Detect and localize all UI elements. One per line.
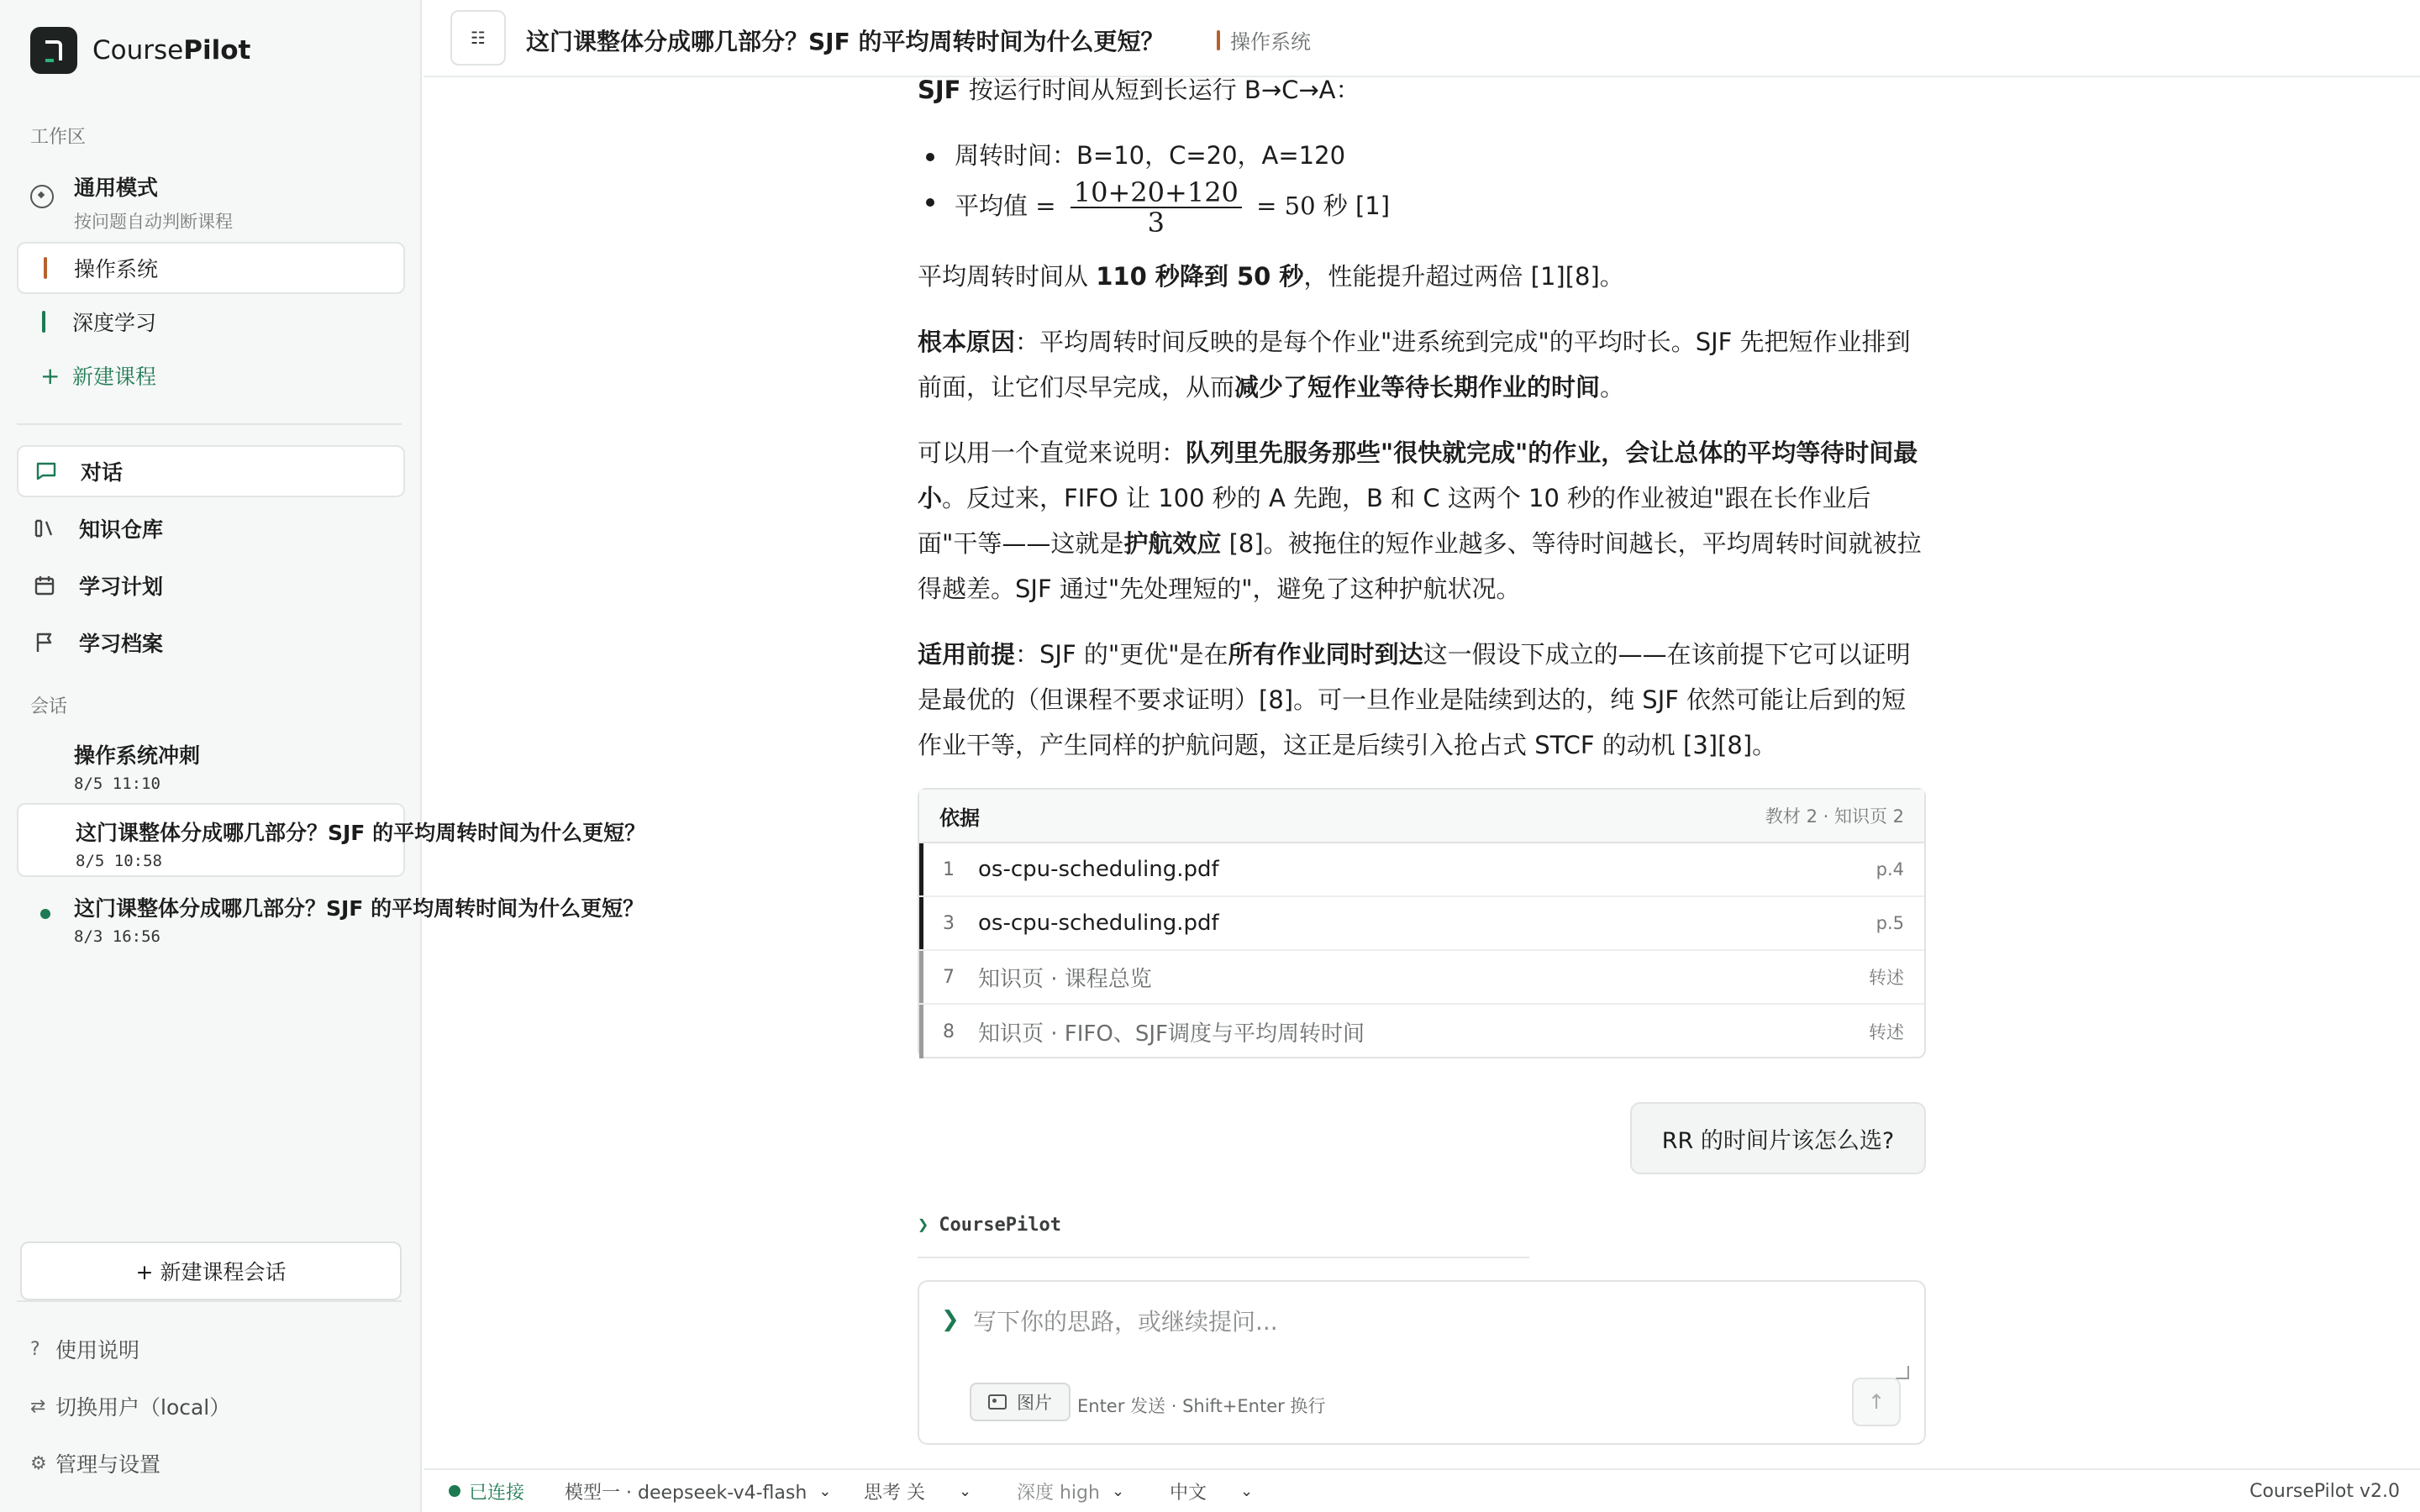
- course-color-bar: [1217, 30, 1220, 50]
- general-mode-item[interactable]: [30, 171, 233, 234]
- nav-item-plan[interactable]: [17, 559, 405, 612]
- reference-number: 3: [943, 912, 955, 934]
- nav-item-chat[interactable]: [17, 445, 405, 497]
- reference-number: 8: [943, 1021, 955, 1042]
- reference-name: 知识页 · 课程总览: [978, 966, 1152, 992]
- keyboard-hint: Enter 发送 · Shift+Enter 换行: [1077, 1396, 1326, 1416]
- references-panel: [918, 788, 1926, 1058]
- course-color-bar: [42, 311, 45, 333]
- settings-link[interactable]: [30, 1448, 160, 1478]
- nav-label: 对话: [81, 460, 124, 485]
- course-tag-label: 操作系统: [1230, 30, 1311, 54]
- depth-label: 深度 high: [1017, 1482, 1100, 1504]
- swap-icon: ⇄: [30, 1395, 46, 1417]
- reference-page: 转述: [1869, 1022, 1904, 1042]
- references-title: 依据: [939, 806, 980, 830]
- reference-number: 1: [943, 858, 955, 880]
- chevron-down-icon: ⌄: [818, 1482, 832, 1500]
- new-course-button[interactable]: [17, 349, 405, 402]
- switch-user-label: 切换用户（local）: [55, 1395, 231, 1420]
- switch-user-link[interactable]: [30, 1391, 230, 1421]
- nav-label: 学习计划: [79, 575, 164, 599]
- gear-icon: ⚙: [30, 1452, 47, 1474]
- sessions-label: 会话: [30, 696, 68, 717]
- divider: [17, 1300, 402, 1302]
- send-button[interactable]: [1852, 1378, 1901, 1426]
- reference-name: os-cpu-scheduling.pdf: [978, 857, 1219, 882]
- help-label: 使用说明: [55, 1338, 140, 1362]
- sidebar-toggle-button[interactable]: [450, 10, 506, 66]
- reference-number: 7: [943, 966, 955, 988]
- depth-select[interactable]: [1017, 1478, 1124, 1504]
- menu-icon: ☷: [471, 28, 486, 48]
- version-label: CoursePilot v2.0: [2249, 1480, 2400, 1502]
- answer-list: [918, 133, 1926, 237]
- status-dot-icon: [449, 1485, 460, 1497]
- image-icon: [988, 1394, 1007, 1410]
- session-item[interactable]: [17, 803, 646, 877]
- course-item-dl[interactable]: [17, 296, 405, 348]
- help-link[interactable]: [30, 1334, 139, 1364]
- reference-edge: [919, 843, 923, 895]
- library-icon: [34, 517, 55, 539]
- references-header: [919, 790, 1924, 843]
- app-logo-icon: [30, 27, 77, 74]
- answer-paragraph: 平均周转时间从 110 秒降到 50 秒，性能提升超过两倍 [1][8]。: [918, 262, 1624, 291]
- model-label: 模型一 · deepseek-v4-flash: [565, 1482, 808, 1504]
- references-meta: 教材 2 · 知识页 2: [1765, 806, 1904, 827]
- formula-fraction: $\frac{10+20+120}{3}$: [1071, 178, 1242, 237]
- language-select[interactable]: [1170, 1478, 1253, 1504]
- composer: [918, 1280, 1926, 1445]
- language-label: 中文: [1170, 1482, 1207, 1504]
- status-bar: [424, 1468, 2420, 1512]
- connection-label: 已连接: [469, 1482, 525, 1504]
- reference-name: os-cpu-scheduling.pdf: [978, 911, 1219, 936]
- reference-page: p.5: [1876, 913, 1904, 933]
- chevron-down-icon: ⌄: [959, 1482, 972, 1500]
- chat-icon: [35, 460, 57, 482]
- reference-edge: [919, 951, 923, 1003]
- thinking-select[interactable]: [864, 1478, 971, 1504]
- message-input[interactable]: [973, 1304, 1897, 1396]
- conversation-title: 这门课整体分成哪几部分？SJF 的平均周转时间为什么更短？: [526, 28, 1165, 55]
- nav-label: 学习档案: [79, 632, 164, 656]
- reference-edge: [919, 1005, 923, 1058]
- chevron-down-icon: ⌄: [1111, 1482, 1125, 1500]
- resize-handle-icon[interactable]: [1896, 1366, 1909, 1379]
- loading-line: [918, 1257, 1529, 1258]
- session-time: 8/5 10:58: [76, 852, 162, 870]
- reference-page: p.4: [1876, 859, 1904, 879]
- topbar: [424, 0, 2420, 77]
- session-item[interactable]: [17, 727, 405, 801]
- plus-icon: +: [40, 361, 60, 390]
- assistant-name: CoursePilot: [939, 1215, 1061, 1236]
- answer-paragraph: 可以用一个直觉来说明：队列里先服务那些"很快就完成"的作业，会让总体的平均等待时间最小。反过来，FIFO 让 100 秒的 A 先跑，B 和 C 这两个 10 秒的作业被迫"跟在长作业后面"干等——这就是护航效应 [8]。被拖住的短作业越多、等待时间越长，平均周转时间就被拉得越差。SJF 通过"先处理短的"，避免了这种护航状况。: [918, 438, 1922, 603]
- answer-paragraph: SJF 按运行时间从短到长运行 B→C→A：: [918, 76, 1360, 104]
- answer-paragraph: 适用前提：SJF 的"更优"是在所有作业同时到达这一假设下成立的——在该前提下它可以证明是最优的（但课程不要求证明）[8]。可一旦作业是陆续到达的，纯 SJF 依然可能让后到的短作业干等，产生同样的护航问题，这正是后续引入抢占式 STCF 的动机 [3][8]。: [918, 640, 1911, 759]
- session-item[interactable]: [17, 880, 644, 954]
- brand-name: CoursePilot: [92, 35, 251, 66]
- nav-item-profile[interactable]: [17, 617, 405, 669]
- session-title: 操作系统冲刺: [74, 743, 201, 768]
- assistant-label[interactable]: [918, 1215, 1061, 1236]
- prompt-chevron-icon: ❯: [941, 1307, 960, 1332]
- course-label: 深度学习: [72, 311, 157, 335]
- new-course-label: 新建课程: [72, 365, 157, 389]
- flag-icon: [34, 632, 55, 654]
- course-color-bar: [44, 257, 47, 279]
- assistant-answer: [918, 67, 1926, 788]
- course-item-os[interactable]: [17, 242, 405, 294]
- chevron-down-icon: ⌄: [1240, 1482, 1254, 1500]
- session-time: 8/5 11:10: [74, 774, 160, 793]
- mode-title: 通用模式: [74, 176, 159, 200]
- answer-paragraph: 根本原因：平均周转时间反映的是每个作业"进系统到完成"的平均时长。SJF 先把短作业排到前面，让它们尽早完成，从而减少了短作业等待长期作业的时间。: [918, 328, 1911, 402]
- chevron-right-icon: ❯: [918, 1215, 929, 1236]
- session-title: 这门课整体分成哪几部分？SJF 的平均周转时间为什么更短？: [76, 821, 646, 845]
- reference-page: 转述: [1869, 968, 1904, 988]
- image-upload-button[interactable]: [970, 1383, 1071, 1421]
- new-session-button[interactable]: + 新建课程会话: [20, 1242, 402, 1300]
- reference-row[interactable]: [919, 843, 1924, 897]
- workspace-label: 工作区: [30, 127, 87, 148]
- settings-label: 管理与设置: [55, 1452, 161, 1477]
- question-icon: ?: [30, 1338, 40, 1360]
- reference-name: 知识页 · FIFO、SJF调度与平均周转时间: [978, 1021, 1365, 1047]
- model-select[interactable]: [565, 1478, 831, 1504]
- mode-subtitle: 按问题自动判断课程: [74, 212, 233, 232]
- nav-item-library[interactable]: [17, 502, 405, 554]
- user-message: RR 的时间片该怎么选?: [1630, 1102, 1926, 1174]
- thinking-label: 思考 关: [864, 1482, 925, 1504]
- course-label: 操作系统: [74, 257, 159, 281]
- divider: [17, 423, 402, 425]
- connection-status: [449, 1478, 524, 1504]
- reference-row[interactable]: [919, 897, 1924, 951]
- session-time: 8/3 16:56: [74, 927, 160, 946]
- reference-row[interactable]: [919, 951, 1924, 1005]
- reference-edge: [919, 897, 923, 949]
- calendar-icon: [34, 575, 55, 596]
- reference-row[interactable]: [919, 1005, 1924, 1058]
- brand[interactable]: [30, 27, 250, 74]
- nav-label: 知识仓库: [79, 517, 164, 542]
- image-button-label: 图片: [1017, 1393, 1052, 1413]
- active-dot-icon: [40, 909, 50, 919]
- session-title: 这门课整体分成哪几部分？SJF 的平均周转时间为什么更短？: [74, 896, 644, 921]
- arrow-up-icon: ↑: [1867, 1390, 1886, 1414]
- list-item: 平均值 = $\frac{10+20+120}{3}$ = 50 秒 [1]: [918, 178, 1926, 237]
- list-item: 周转时间：B=10，C=20，A=120: [918, 133, 1926, 178]
- compass-icon: [30, 185, 54, 208]
- course-tag[interactable]: [1217, 25, 1311, 55]
